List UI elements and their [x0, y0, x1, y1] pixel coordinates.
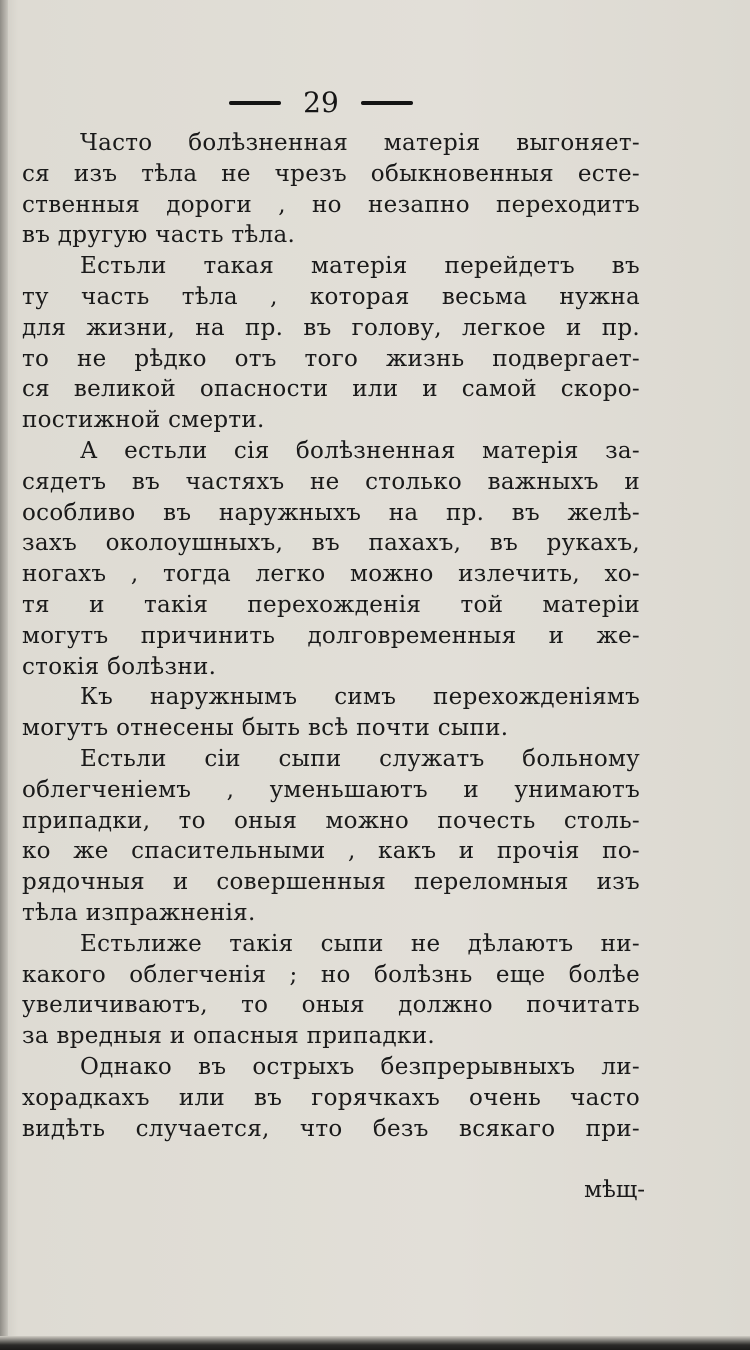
text-line: ся изъ тѣла не чрезъ обыкновенныя есте-	[22, 160, 640, 187]
text-line: за вредныя и опасныя припадки.	[22, 1023, 435, 1050]
text-line: ту часть тѣла , которая весьма нужна	[22, 283, 640, 310]
text-line: видѣть случается, что безъ всякаго при-	[22, 1115, 640, 1142]
text-line: особливо въ наружныхъ на пр. въ желѣ-	[22, 499, 640, 526]
text-line: Часто болѣзненная матерія выгоняет-	[80, 130, 640, 156]
text-line: могутъ отнесены быть всѣ почти сыпи.	[22, 715, 509, 742]
text-line: тя и такія перехожденія той матеріи	[22, 591, 640, 618]
text-line: Естьли такая матерія перейдетъ въ	[80, 253, 640, 280]
text-line: какого облегченія ; но болѣзнь еще болѣе	[22, 961, 640, 988]
text-line: облегченіемъ , уменьшаютъ и унимаютъ	[22, 776, 640, 803]
text-line: для жизни, на пр. въ голову, легкое и пр.	[22, 314, 640, 341]
text-line: Къ наружнымъ симъ перехожденіямъ	[80, 684, 640, 711]
text-line: увеличиваютъ, то оныя должно почитать	[22, 992, 640, 1019]
text-line: захъ околоушныхъ, въ пахахъ, въ рукахъ,	[22, 530, 640, 557]
text-line: Однако въ острыхъ безпрерывныхъ ли-	[80, 1053, 640, 1080]
text-line: постижной смерти.	[22, 407, 265, 434]
text-line: припадки, то оныя можно почесть столь-	[22, 807, 640, 834]
text-line: то не рѣдко отъ того жизнь подвергает-	[22, 345, 640, 372]
catchword: мѣщ-	[584, 1177, 645, 1203]
header-dash-left	[229, 101, 281, 105]
gutter-shadow	[0, 0, 8, 1350]
header-dash-right	[361, 101, 413, 105]
text-line: тѣла изпражненія.	[22, 899, 256, 926]
page-header	[228, 84, 414, 122]
text-line: ственныя дороги , но незапно переходитъ	[22, 191, 640, 218]
page-number: 29	[303, 86, 339, 119]
text-line: А естьли сія болѣзненная матерія за-	[80, 437, 640, 464]
text-line: ко же спасительными , какъ и прочія по-	[22, 838, 640, 865]
text-line: ногахъ , тогда легко можно излечить, хо-	[22, 561, 640, 588]
page-bottom-edge	[0, 1336, 750, 1350]
text-body	[22, 128, 640, 1144]
text-line: могутъ причинить долговременныя и же-	[22, 622, 640, 649]
text-line: ся великой опасности или и самой скоро-	[22, 376, 640, 403]
text-line: Естьлиже такія сыпи не дѣлаютъ ни-	[80, 930, 640, 957]
text-line: сядетъ въ частяхъ не столько важныхъ и	[22, 468, 640, 495]
text-line: рядочныя и совершенныя переломныя изъ	[22, 869, 640, 896]
text-line: хорадкахъ или въ горячкахъ очень часто	[22, 1084, 640, 1111]
text-line: Естьли сіи сыпи служатъ больному	[80, 745, 640, 772]
text-line: въ другую часть тѣла.	[22, 222, 296, 249]
text-line: стокія болѣзни.	[22, 653, 217, 680]
